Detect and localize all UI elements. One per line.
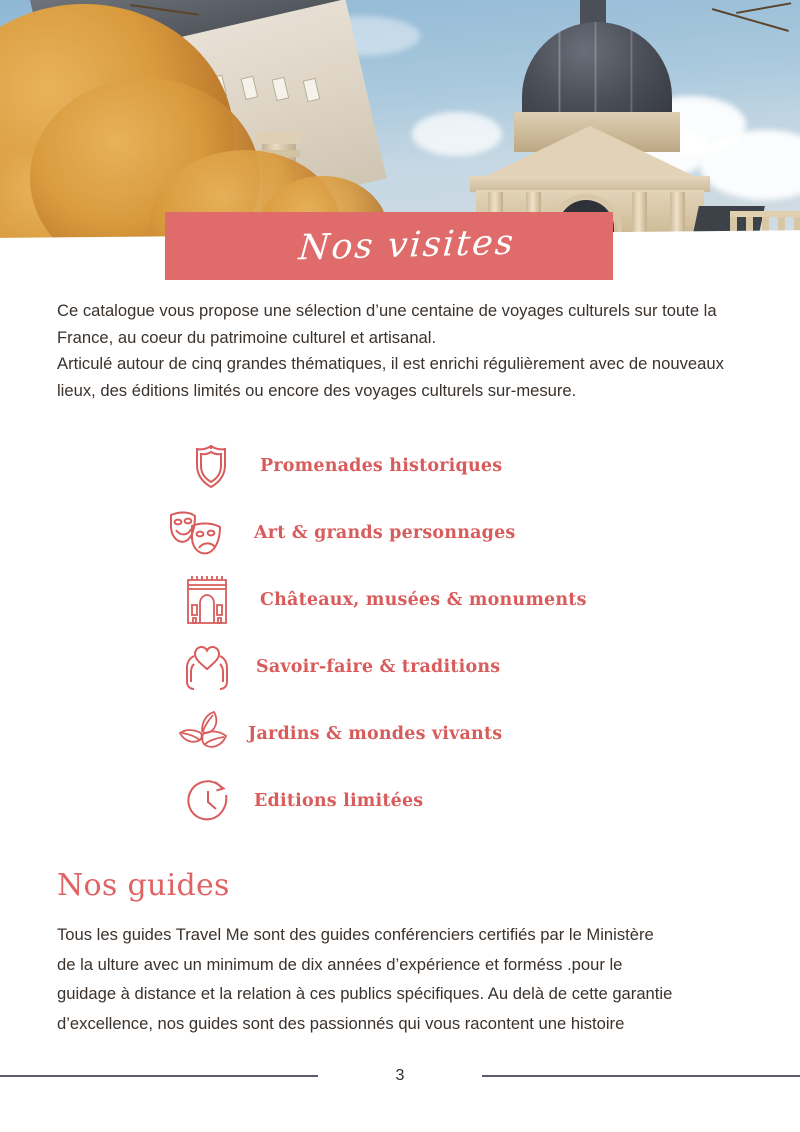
theme-label: Jardins & mondes vivants	[248, 723, 503, 744]
theme-label: Promenades historiques	[260, 455, 503, 476]
theme-item[interactable]	[168, 432, 728, 499]
theme-item[interactable]	[168, 633, 728, 700]
themes-list	[168, 432, 728, 834]
arc-de-triomphe-icon	[176, 575, 238, 625]
intro-paragraph-1: Ce catalogue vous propose une sélection d’une centaine de voyages culturels sur toute la France, au coeur du patrimoine culturel et artisanal.	[57, 301, 717, 347]
window	[272, 77, 290, 101]
intro-paragraph-2: Articulé autour de cinq grandes thématiques, il est enrichi régulièrement avec de nouveaux lieux, des éditions limités ou encore des voyages culturels sur-mesure.	[57, 354, 724, 400]
page-footer	[0, 1062, 800, 1090]
pediment	[482, 126, 698, 178]
leaves-icon	[172, 711, 234, 757]
guides-line-2: de la ulture avec un minimum de dix années d’expérience et forméss .pour le	[57, 954, 623, 974]
theme-item[interactable]	[168, 767, 728, 834]
window	[303, 78, 321, 102]
intro-text	[57, 298, 763, 404]
footer-rule-left	[0, 1075, 318, 1077]
footer-rule-right	[482, 1075, 800, 1077]
dome-ribs	[522, 22, 672, 126]
guides-line-1: Tous les guides Travel Me sont des guides conférenciers certifiés par le Ministère	[57, 925, 654, 944]
guides-text	[57, 920, 763, 1038]
window	[241, 76, 259, 100]
shield-icon	[180, 443, 242, 489]
guides-line-3: guidage à distance et la relation à ces publics spécifiques. Au delà de cette garantie	[57, 984, 673, 1003]
theme-label: Editions limitées	[254, 790, 424, 811]
theme-label: Savoir-faire & traditions	[256, 656, 501, 677]
theme-item[interactable]	[168, 700, 728, 767]
section-title: Nos visites	[297, 222, 517, 269]
guides-line-4: d’excellence, nos guides sont des passionnés qui vous racontent une histoire	[57, 1013, 625, 1033]
section-title-banner	[165, 212, 613, 280]
theme-label: Châteaux, musées & monuments	[260, 589, 587, 610]
guides-heading: Nos guides	[57, 868, 230, 903]
page-number: 3	[395, 1067, 405, 1084]
hands-heart-icon	[176, 642, 238, 692]
theme-item[interactable]	[168, 499, 728, 566]
theme-label: Art & grands personnages	[254, 522, 516, 543]
theme-item[interactable]	[168, 566, 728, 633]
theater-masks-icon	[166, 508, 228, 558]
clock-history-icon	[178, 778, 240, 824]
